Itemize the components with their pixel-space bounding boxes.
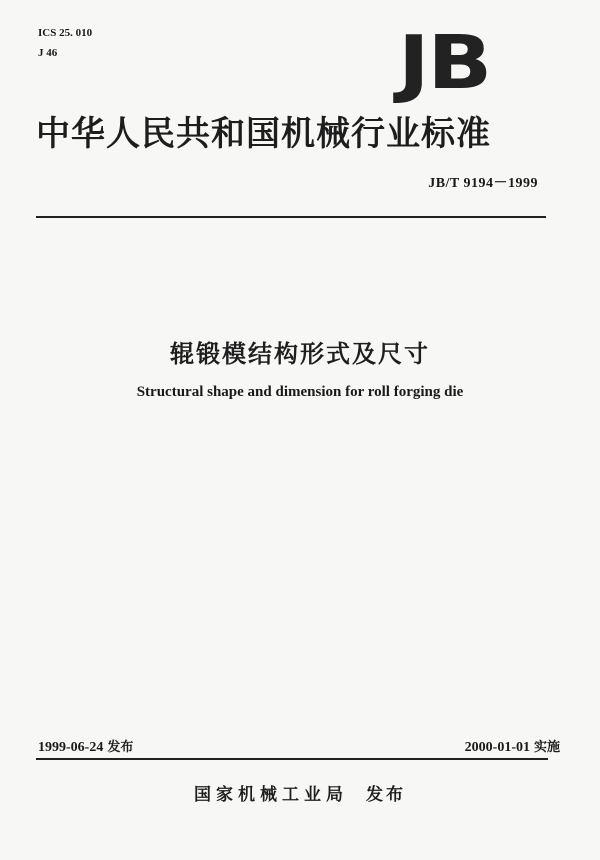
classification-codes — [38, 26, 92, 66]
standard-number: JB/T 9194－1999 — [428, 176, 538, 191]
standard-organization: 中华人民共和国机械行业标准 — [36, 114, 491, 154]
publisher-line — [0, 780, 600, 805]
jb-logo: JB — [398, 20, 490, 106]
bottom-divider — [36, 758, 548, 760]
publisher-name: 国家机械工业局 — [194, 785, 348, 805]
title-english: Structural shape and dimension for roll forging die — [136, 384, 464, 400]
top-divider — [36, 216, 546, 218]
implement-label: 实施 — [533, 740, 560, 755]
implement-date-line — [465, 736, 560, 756]
title-chinese: 辊锻模结构形式及尺寸 — [170, 340, 430, 368]
issue-date-line — [38, 736, 133, 756]
issue-date: 1999-06-24 — [38, 740, 104, 755]
ics-code: ICS 25. 010 — [38, 27, 93, 39]
publisher-action: 发布 — [366, 785, 406, 805]
implement-date: 2000-01-01 — [464, 740, 530, 755]
category-code: J 46 — [38, 47, 58, 59]
issue-label: 发布 — [107, 740, 134, 755]
